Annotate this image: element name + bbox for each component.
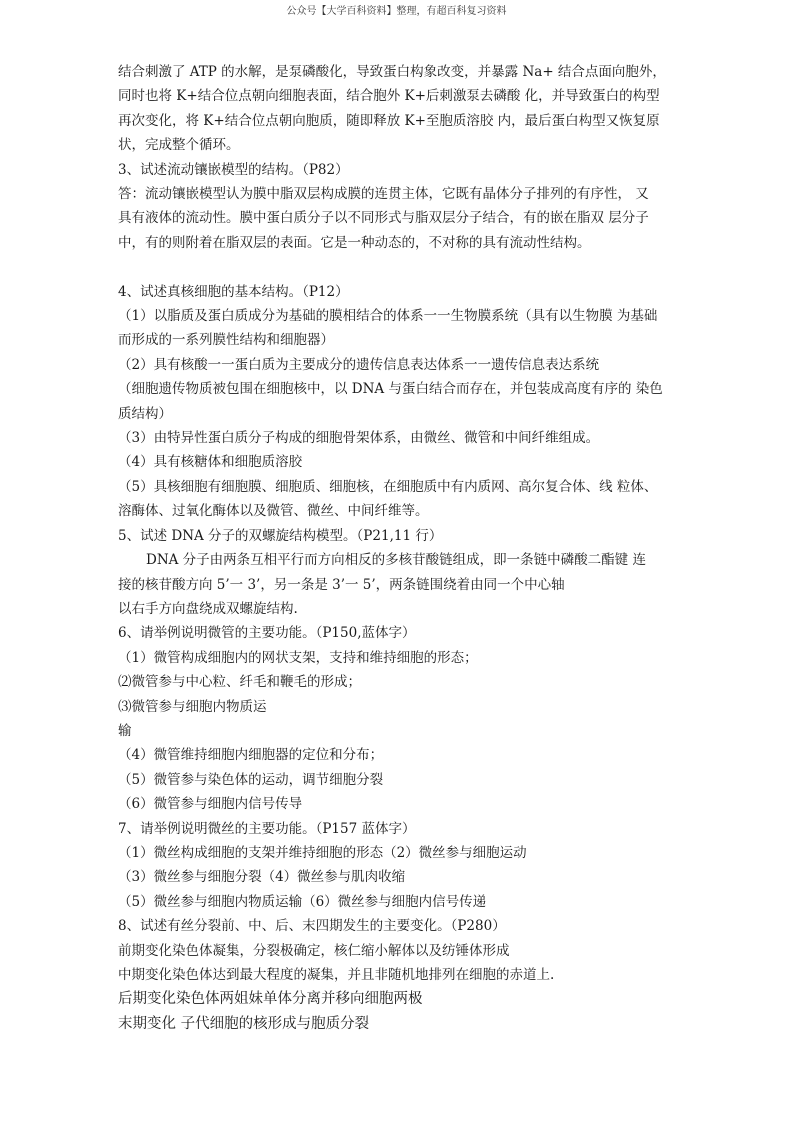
text-line: （6）微管参与细胞内信号传导 xyxy=(118,796,303,813)
text-line: （5）具核细胞有细胞膜、细胞质、细胞核，在细胞质中有内质网、高尔复合体、线 粒体、 xyxy=(118,478,658,495)
text-line: （2）具有核酸一一蛋白质为主要成分的遗传信息表达体系一一遗传信息表达系统 xyxy=(118,356,600,373)
text-line: 再次变化，将 K+结合位点朝向胞质，随即释放 K+至胞质溶胶 内，最后蛋白构型又恢复原 xyxy=(118,112,660,129)
text-line: （3）微丝参与细胞分裂（4）微丝参与肌肉收缩 xyxy=(118,869,406,886)
document-body xyxy=(118,60,718,1036)
text-line: 中期变化染色体达到最大程度的凝集，并且非随机地排列在细胞的赤道上. xyxy=(118,967,555,984)
text-line: （1）微丝构成细胞的支架并维持细胞的形态（2）微丝参与细胞运动 xyxy=(118,844,527,861)
text-line: （1）以脂质及蛋白质成分为基础的膜相结合的体系一一生物膜系统（具有以生物膜 为基础 xyxy=(118,308,658,325)
text-line: （5）微管参与染色体的运动，调节细胞分裂 xyxy=(118,771,384,788)
text-line: 接的核苷酸方向 5’一 3’，另一条是 3’一 5’，两条链围绕着由同一个中心轴 xyxy=(118,576,565,593)
text-line: 质结构） xyxy=(118,405,172,422)
question-heading: 4、试述真核细胞的基本结构。（P12） xyxy=(118,283,349,300)
text-line: 而形成的一系列膜性结构和细胞器） xyxy=(118,332,334,349)
text-line: （1）微管构成细胞内的网状支架，支持和维持细胞的形态； xyxy=(118,649,478,666)
text-line: （细胞遗传物质被包围在细胞核中，以 DNA 与蛋白结合而存在，并包装成高度有序的 染色 xyxy=(118,381,663,398)
question-heading: 3、试述流动镶嵌模型的结构。（P82） xyxy=(118,161,349,178)
page-header: 公众号【大学百科资料】整理，有超百科复习资料 xyxy=(286,6,507,17)
text-line: 答：流动镶嵌模型认为膜中脂双层构成膜的连贯主体，它既有晶体分子排列的有序性， 又 xyxy=(118,186,649,203)
text-line: 前期变化染色体凝集，分裂极确定，核仁缩小解体以及纺锤体形成 xyxy=(118,942,510,959)
text-line: （3）由特异性蛋白质分子构成的细胞骨架体系，由微丝、微管和中间纤维组成。 xyxy=(118,430,600,447)
question-heading: 8、试述有丝分裂前、中、后、末四期发生的主要变化。（P280） xyxy=(118,918,506,935)
text-line: 后期变化染色体两姐妹单体分离并移向细胞两极 xyxy=(118,991,423,1008)
text-line: 同时也将 K+结合位点朝向细胞表面，结合胞外 K+后刺激泵去磷酸 化，并导致蛋白的构型 xyxy=(118,88,660,105)
text-line: ⑶微管参与细胞内物质运 xyxy=(118,698,267,715)
text-line: 结合刺激了 ATP 的水解，是泵磷酸化，导致蛋白构象改变，并暴露 Na+ 结合点面向胞外， xyxy=(118,64,666,80)
text-line: 末期变化 子代细胞的核形成与胞质分裂 xyxy=(118,1015,370,1032)
text-line: 具有液体的流动性。膜中蛋白质分子以不同形式与脂双层分子结合，有的嵌在脂双 层分子 xyxy=(118,210,649,227)
question-heading: 5、试述 DNA 分子的双螺旋结构模型。（P21,11 行） xyxy=(118,527,443,544)
text-line: （5）微丝参与细胞内物质运输（6）微丝参与细胞内信号传递 xyxy=(118,893,487,910)
text-line: （4）微管维持细胞内细胞器的定位和分布； xyxy=(118,747,384,764)
text-line: 以右手方向盘绕成双螺旋结构. xyxy=(118,600,298,617)
text-line: 中，有的则附着在脂双层的表面。它是一种动态的，不对称的具有流动性结构。 xyxy=(118,234,591,251)
question-heading: 7、请举例说明微丝的主要功能。（P157 蓝体字） xyxy=(118,820,416,837)
text-line: ⑵微管参与中心粒、纤毛和鞭毛的形成； xyxy=(118,674,361,691)
text-line: 输 xyxy=(118,722,132,739)
text-line: 溶酶体、过氧化酶体以及微管、微丝、中间纤维等。 xyxy=(118,503,429,520)
text-line: （4）具有核糖体和细胞质溶胶 xyxy=(118,454,303,471)
text-line: DNA 分子由两条互相平行而方向相反的多核苷酸链组成，即一条链中磷酸二酯键 连 xyxy=(146,552,646,569)
question-heading: 6、请举例说明微管的主要功能。（P150,蓝体字） xyxy=(118,625,416,642)
text-line: 状，完成整个循环。 xyxy=(118,137,240,154)
blank-line xyxy=(118,255,718,279)
